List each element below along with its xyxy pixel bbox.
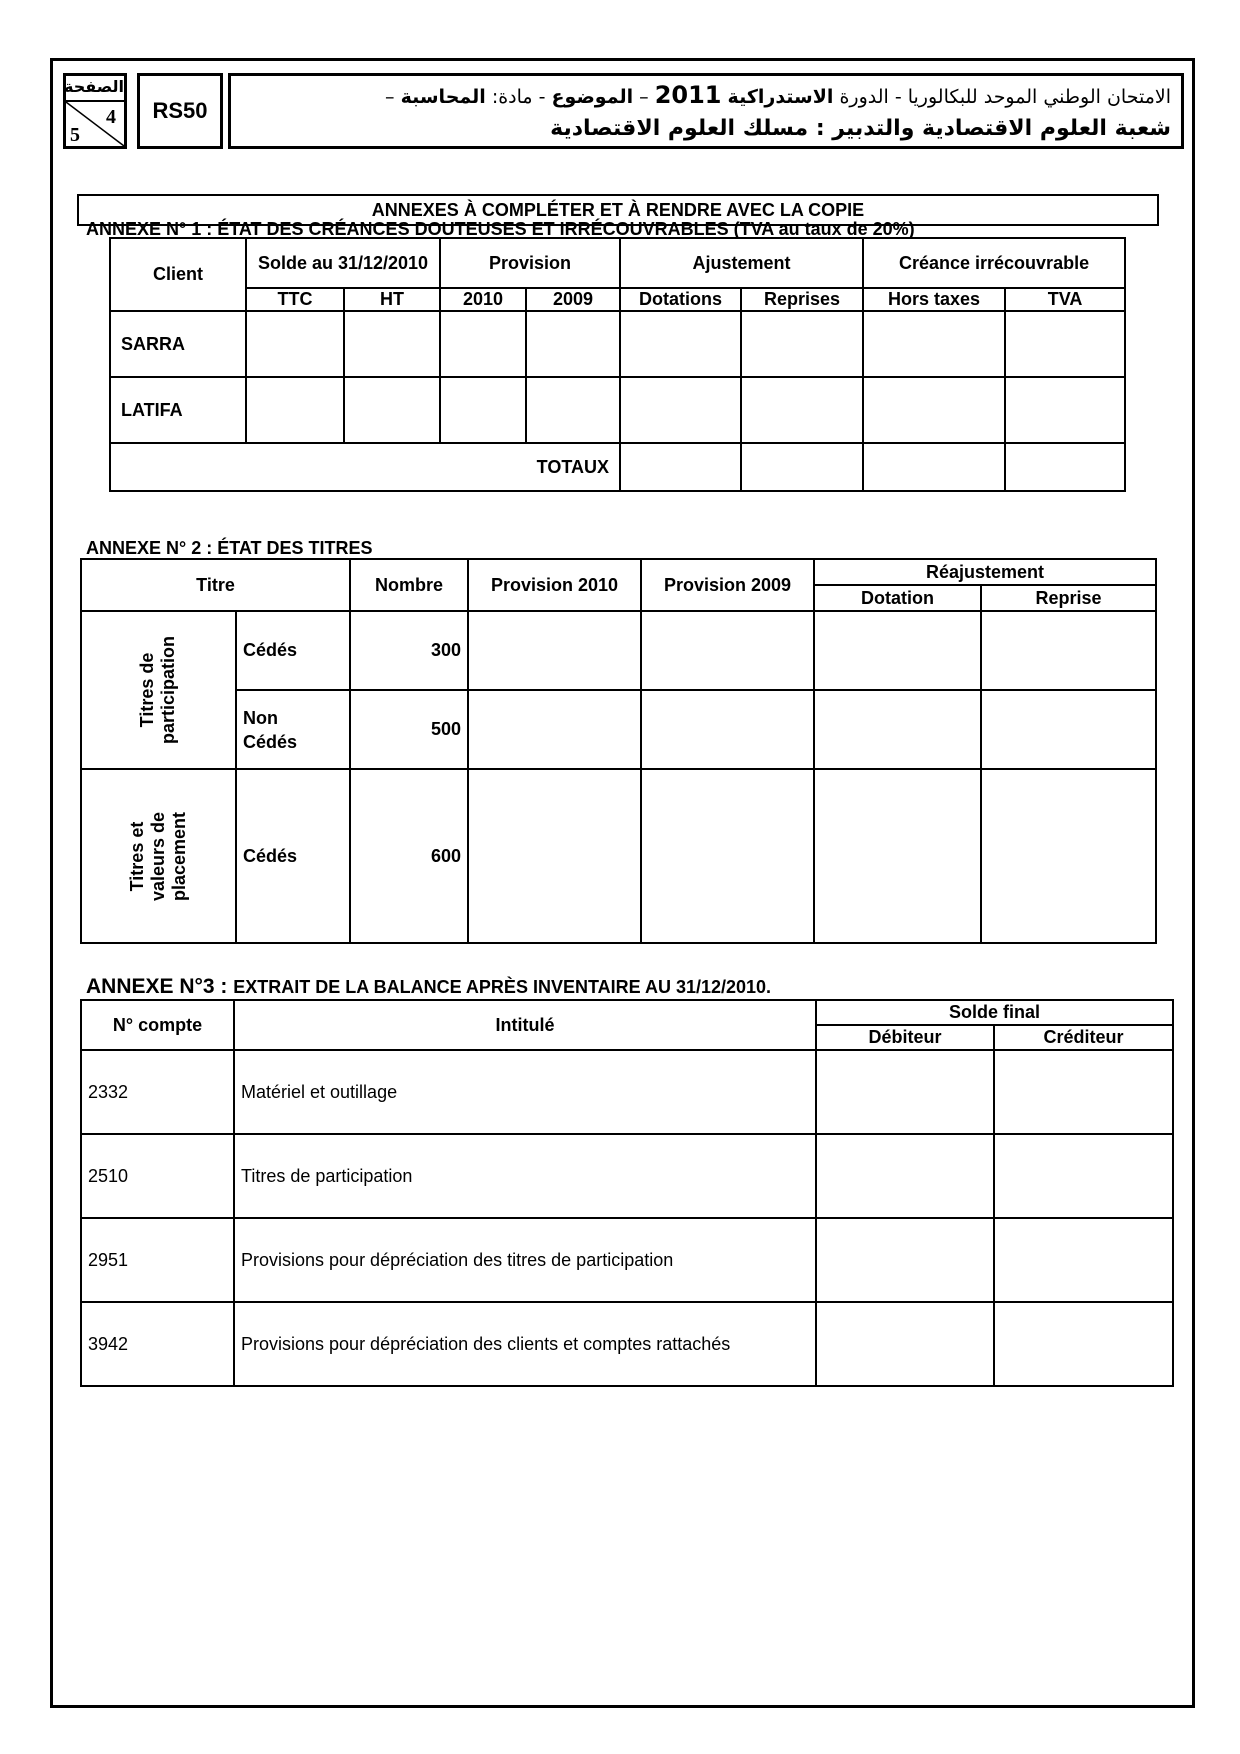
cell-input[interactable]	[1005, 443, 1125, 491]
cell-input[interactable]	[641, 690, 814, 769]
table-row	[81, 1050, 1173, 1134]
compte-intitule: Provisions pour dépréciation des clients et comptes rattachés	[234, 1302, 816, 1386]
page-total: 5	[70, 124, 80, 146]
exam-session: الاستدراكية	[727, 86, 834, 108]
cell-input[interactable]	[641, 769, 814, 943]
row-label	[236, 690, 350, 769]
cell-input[interactable]	[863, 443, 1005, 491]
header-compte: N° compte	[81, 1000, 234, 1050]
header-dotation: Dotation	[814, 585, 981, 611]
table-row	[110, 311, 1125, 377]
group-label-line: placement	[169, 811, 189, 901]
group-titres-placement	[81, 769, 236, 943]
cell-input[interactable]	[981, 690, 1156, 769]
exam-name: الامتحان الوطني الموحد للبكالوريا - الدورة	[833, 86, 1171, 108]
header-creance: Créance irrécouvrable	[863, 238, 1125, 288]
cell-input[interactable]	[440, 377, 526, 443]
group-label-line: Titres de	[137, 652, 158, 728]
header-reprises: Reprises	[741, 288, 863, 311]
cell-input[interactable]	[816, 1134, 994, 1218]
title-dash: –	[633, 86, 655, 108]
nombre-value: 500	[350, 690, 468, 769]
group-label	[127, 811, 190, 900]
header-ht: HT	[344, 288, 440, 311]
header-crediteur: Créditeur	[994, 1025, 1173, 1050]
cell-input[interactable]	[981, 611, 1156, 690]
compte-number: 2332	[81, 1050, 234, 1134]
header-provision-2009: Provision 2009	[641, 559, 814, 611]
cell-input[interactable]	[620, 311, 741, 377]
cell-input[interactable]	[344, 377, 440, 443]
cell-input[interactable]	[641, 611, 814, 690]
row-label-line: Non	[243, 707, 278, 728]
header-client: Client	[110, 238, 246, 311]
cell-input[interactable]	[741, 443, 863, 491]
exam-title-line1	[241, 80, 1171, 112]
cell-input[interactable]	[526, 377, 620, 443]
cell-input[interactable]	[994, 1134, 1173, 1218]
nombre-value: 600	[350, 769, 468, 943]
cell-input[interactable]	[816, 1302, 994, 1386]
header-provision-2010: 2010	[440, 288, 526, 311]
cell-input[interactable]	[994, 1050, 1173, 1134]
cell-input[interactable]	[816, 1218, 994, 1302]
group-titres-participation	[81, 611, 236, 769]
header-ttc: TTC	[246, 288, 344, 311]
page-current: 4	[106, 106, 116, 128]
header-provision-2010: Provision 2010	[468, 559, 641, 611]
annexe2-title: ANNEXE N° 2 : ÉTAT DES TITRES	[86, 538, 373, 558]
cell-input[interactable]	[468, 769, 641, 943]
table-row	[81, 690, 1156, 769]
compte-number: 3942	[81, 1302, 234, 1386]
annexe2-table	[80, 558, 1157, 944]
cell-input[interactable]	[468, 690, 641, 769]
cell-input[interactable]	[981, 769, 1156, 943]
table-row	[81, 611, 1156, 690]
cell-input[interactable]	[468, 611, 641, 690]
cell-input[interactable]	[440, 311, 526, 377]
header-intitule: Intitulé	[234, 1000, 816, 1050]
header-ajustement: Ajustement	[620, 238, 863, 288]
exam-year: 2011	[654, 81, 722, 109]
cell-input[interactable]	[1005, 311, 1125, 377]
annexe1-title: ANNEXE N° 1 : ÉTAT DES CRÉANCES DOUTEUSES ET IRRÉCOUVRABLES (TVA au taux de 20%)	[86, 219, 915, 239]
cell-input[interactable]	[814, 611, 981, 690]
totals-row	[110, 443, 1125, 491]
group-label-line: Titres et	[127, 821, 147, 891]
exam-title-line2: شعبة العلوم الاقتصادية والتدبير : مسلك العلوم الاقتصادية	[550, 116, 1171, 141]
totaux-label: TOTAUX	[110, 443, 620, 491]
header-nombre: Nombre	[350, 559, 468, 611]
cell-input[interactable]	[741, 377, 863, 443]
header-tva: TVA	[1005, 288, 1125, 311]
cell-input[interactable]	[1005, 377, 1125, 443]
client-name: SARRA	[110, 311, 246, 377]
exam-matiere-label: - مادة:	[485, 86, 552, 108]
page-frame	[50, 58, 1195, 1708]
table-row	[110, 377, 1125, 443]
client-name: LATIFA	[110, 377, 246, 443]
exam-matiere: المحاسبة	[400, 86, 486, 108]
page-counter	[63, 73, 127, 149]
annexe3-title-prefix: ANNEXE N°3 :	[86, 975, 234, 998]
exam-title	[228, 73, 1184, 149]
cell-input[interactable]	[526, 311, 620, 377]
cell-input[interactable]	[994, 1218, 1173, 1302]
row-label: Cédés	[236, 611, 350, 690]
header-solde-final: Solde final	[816, 1000, 1173, 1025]
nombre-value: 300	[350, 611, 468, 690]
annexe3-table	[80, 999, 1174, 1387]
table-row	[81, 1302, 1173, 1386]
cell-input[interactable]	[246, 311, 344, 377]
header-debiteur: Débiteur	[816, 1025, 994, 1050]
table-row	[81, 769, 1156, 943]
cell-input[interactable]	[620, 377, 741, 443]
cell-input[interactable]	[814, 690, 981, 769]
compte-number: 2951	[81, 1218, 234, 1302]
annexe3-title	[86, 975, 771, 999]
cell-input[interactable]	[816, 1050, 994, 1134]
header-provision-2009: 2009	[526, 288, 620, 311]
cell-input[interactable]	[620, 443, 741, 491]
header-solde: Solde au 31/12/2010	[246, 238, 440, 288]
header-dotations: Dotations	[620, 288, 741, 311]
cell-input[interactable]	[994, 1302, 1173, 1386]
group-label-line: valeurs de	[148, 811, 168, 901]
header-hors-taxes: Hors taxes	[863, 288, 1005, 311]
header-reprise: Reprise	[981, 585, 1156, 611]
compte-intitule: Provisions pour dépréciation des titres de participation	[234, 1218, 816, 1302]
exam-subject-label: الموضوع	[551, 86, 634, 108]
cell-input[interactable]	[863, 377, 1005, 443]
row-label-line: Cédés	[243, 731, 298, 752]
group-label	[137, 636, 179, 744]
annexe1-table	[109, 237, 1126, 492]
annexes-banner: ANNEXES À COMPLÉTER ET À RENDRE AVEC LA COPIE	[77, 194, 1159, 226]
cell-input[interactable]	[741, 311, 863, 377]
header-titre: Titre	[81, 559, 350, 611]
cell-input[interactable]	[246, 377, 344, 443]
cell-input[interactable]	[344, 311, 440, 377]
exam-code: RS50	[137, 73, 223, 149]
title-dash-end: –	[385, 86, 401, 108]
cell-input[interactable]	[863, 311, 1005, 377]
annexe3-title-rest: EXTRAIT DE LA BALANCE APRÈS INVENTAIRE AU 31/12/2010.	[233, 977, 772, 997]
compte-number: 2510	[81, 1134, 234, 1218]
header-reajustement: Réajustement	[814, 559, 1156, 585]
table-row	[81, 1218, 1173, 1302]
cell-input[interactable]	[814, 769, 981, 943]
compte-intitule: Titres de participation	[234, 1134, 816, 1218]
header-provision: Provision	[440, 238, 620, 288]
group-label-line: participation	[158, 635, 179, 745]
compte-intitule: Matériel et outillage	[234, 1050, 816, 1134]
table-row	[81, 1134, 1173, 1218]
row-label: Cédés	[236, 769, 350, 943]
page-label: الصفحة	[66, 76, 124, 102]
